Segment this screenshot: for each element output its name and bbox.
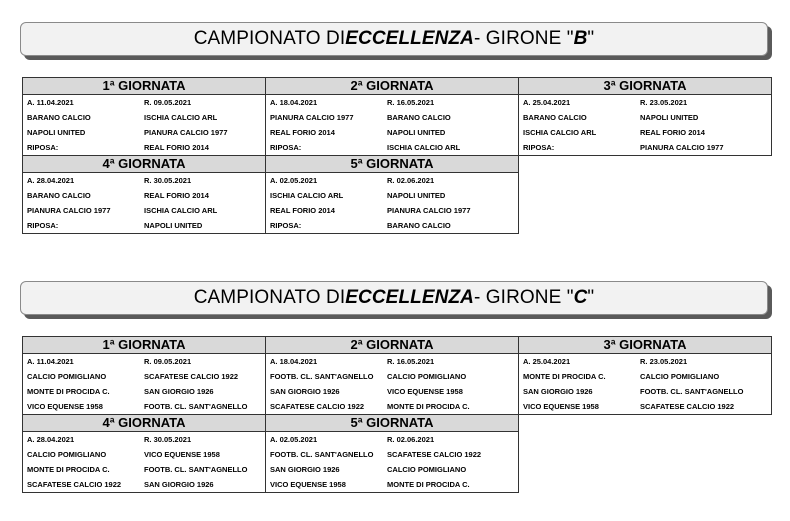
cell: A. 18.04.2021 (270, 357, 318, 366)
cell: FOOTB. CL. SANT'AGNELLO (144, 402, 248, 411)
day-block (265, 155, 519, 234)
cell: FOOTB. CL. SANT'AGNELLO (144, 465, 248, 474)
cell: SCAFATESE CALCIO 1922 (27, 480, 122, 489)
cell: MONTE DI PROCIDA C. (387, 480, 470, 489)
day-block (265, 414, 519, 493)
day-title: 5ª GIORNATA (266, 156, 518, 173)
cell: A. 28.04.2021 (27, 435, 75, 444)
cell: MONTE DI PROCIDA C. (387, 402, 470, 411)
day-block (22, 155, 266, 234)
day-title: 1ª GIORNATA (23, 337, 265, 354)
cell: RIPOSA: (270, 143, 302, 152)
cell: ISCHIA CALCIO ARL (270, 191, 344, 200)
day-title: 2ª GIORNATA (266, 337, 518, 354)
day-block (518, 336, 772, 415)
cell: PIANURA CALCIO 1977 (387, 206, 471, 215)
day-block (22, 336, 266, 415)
cell: BARANO CALCIO (387, 221, 451, 230)
cell: SCAFATESE CALCIO 1922 (387, 450, 482, 459)
title-end: " (587, 28, 595, 49)
cell: A. 11.04.2021 (27, 98, 74, 107)
day-block (22, 414, 266, 493)
cell: R. 09.05.2021 (144, 98, 192, 107)
cell: SAN GIORGIO 1926 (523, 387, 593, 396)
cell: BARANO CALCIO (387, 113, 451, 122)
cell: PIANURA CALCIO 1977 (640, 143, 724, 152)
cell: CALCIO POMIGLIANO (387, 372, 467, 381)
cell: SCAFATESE CALCIO 1922 (640, 402, 735, 411)
cell: NAPOLI UNITED (387, 191, 446, 200)
cell: RIPOSA: (27, 143, 59, 152)
cell: A. 02.05.2021 (270, 176, 318, 185)
title-mid: - GIRONE " (474, 287, 574, 308)
cell: R. 30.05.2021 (144, 176, 192, 185)
title-mid: - GIRONE " (474, 28, 574, 49)
cell: REAL FORIO 2014 (270, 206, 335, 215)
day-title: 1ª GIORNATA (23, 78, 265, 95)
day-title: 4ª GIORNATA (23, 156, 265, 173)
day-block (22, 77, 266, 156)
cell: NAPOLI UNITED (640, 113, 699, 122)
cell: FOOTB. CL. SANT'AGNELLO (270, 450, 374, 459)
section-title-b (20, 22, 768, 56)
title-group: C (573, 287, 588, 308)
cell: CALCIO POMIGLIANO (27, 450, 107, 459)
cell: R. 30.05.2021 (144, 435, 192, 444)
day-title: 3ª GIORNATA (519, 337, 771, 354)
cell: RIPOSA: (523, 143, 555, 152)
cell: FOOTB. CL. SANT'AGNELLO (640, 387, 744, 396)
cell: R. 09.05.2021 (144, 357, 192, 366)
cell: A. 11.04.2021 (27, 357, 74, 366)
cell: NAPOLI UNITED (27, 128, 86, 137)
title-prefix: CAMPIONATO DI (193, 28, 346, 49)
title-emphasis: ECCELLENZA (345, 28, 474, 49)
day-title: 4ª GIORNATA (23, 415, 265, 432)
cell: R. 16.05.2021 (387, 357, 435, 366)
cell: ISCHIA CALCIO ARL (387, 143, 461, 152)
section-title-c (20, 281, 768, 315)
cell: SCAFATESE CALCIO 1922 (270, 402, 365, 411)
cell: PIANURA CALCIO 1977 (27, 206, 111, 215)
day-title: 2ª GIORNATA (266, 78, 518, 95)
cell: VICO EQUENSE 1958 (144, 450, 220, 459)
day-title: 3ª GIORNATA (519, 78, 771, 95)
cell: R. 02.06.2021 (387, 435, 435, 444)
cell: A. 18.04.2021 (270, 98, 318, 107)
cell: CALCIO POMIGLIANO (27, 372, 107, 381)
cell: ISCHIA CALCIO ARL (144, 113, 218, 122)
day-title: 5ª GIORNATA (266, 415, 518, 432)
cell: RIPOSA: (270, 221, 302, 230)
cell: CALCIO POMIGLIANO (387, 465, 467, 474)
cell: VICO EQUENSE 1958 (523, 402, 599, 411)
cell: REAL FORIO 2014 (144, 191, 209, 200)
cell: FOOTB. CL. SANT'AGNELLO (270, 372, 374, 381)
cell: A. 02.05.2021 (270, 435, 318, 444)
cell: R. 23.05.2021 (640, 357, 688, 366)
cell: R. 23.05.2021 (640, 98, 688, 107)
cell: A. 28.04.2021 (27, 176, 75, 185)
cell: VICO EQUENSE 1958 (27, 402, 103, 411)
day-block (518, 77, 772, 156)
cell: BARANO CALCIO (523, 113, 587, 122)
title-prefix: CAMPIONATO DI (193, 287, 346, 308)
cell: PIANURA CALCIO 1977 (270, 113, 354, 122)
cell: BARANO CALCIO (27, 113, 91, 122)
schedule-table-b (22, 77, 772, 233)
cell: VICO EQUENSE 1958 (387, 387, 463, 396)
cell: SAN GIORGIO 1926 (144, 480, 214, 489)
cell: MONTE DI PROCIDA C. (27, 387, 110, 396)
cell: RIPOSA: (27, 221, 59, 230)
cell: A. 25.04.2021 (523, 98, 571, 107)
cell: R. 16.05.2021 (387, 98, 435, 107)
cell: SAN GIORGIO 1926 (270, 387, 340, 396)
cell: ISCHIA CALCIO ARL (144, 206, 218, 215)
title-end: " (587, 287, 595, 308)
cell: MONTE DI PROCIDA C. (523, 372, 606, 381)
cell: SCAFATESE CALCIO 1922 (144, 372, 239, 381)
cell: ISCHIA CALCIO ARL (523, 128, 597, 137)
cell: CALCIO POMIGLIANO (640, 372, 720, 381)
schedule-table-c (22, 336, 772, 492)
day-block (265, 77, 519, 156)
cell: REAL FORIO 2014 (640, 128, 705, 137)
cell: PIANURA CALCIO 1977 (144, 128, 228, 137)
cell: SAN GIORGIO 1926 (270, 465, 340, 474)
cell: REAL FORIO 2014 (144, 143, 209, 152)
cell: R. 02.06.2021 (387, 176, 435, 185)
cell: SAN GIORGIO 1926 (144, 387, 214, 396)
cell: REAL FORIO 2014 (270, 128, 335, 137)
day-block (265, 336, 519, 415)
title-emphasis: ECCELLENZA (345, 287, 474, 308)
cell: BARANO CALCIO (27, 191, 91, 200)
cell: NAPOLI UNITED (144, 221, 203, 230)
cell: NAPOLI UNITED (387, 128, 446, 137)
title-group: B (573, 28, 588, 49)
cell: MONTE DI PROCIDA C. (27, 465, 110, 474)
cell: VICO EQUENSE 1958 (270, 480, 346, 489)
cell: A. 25.04.2021 (523, 357, 571, 366)
